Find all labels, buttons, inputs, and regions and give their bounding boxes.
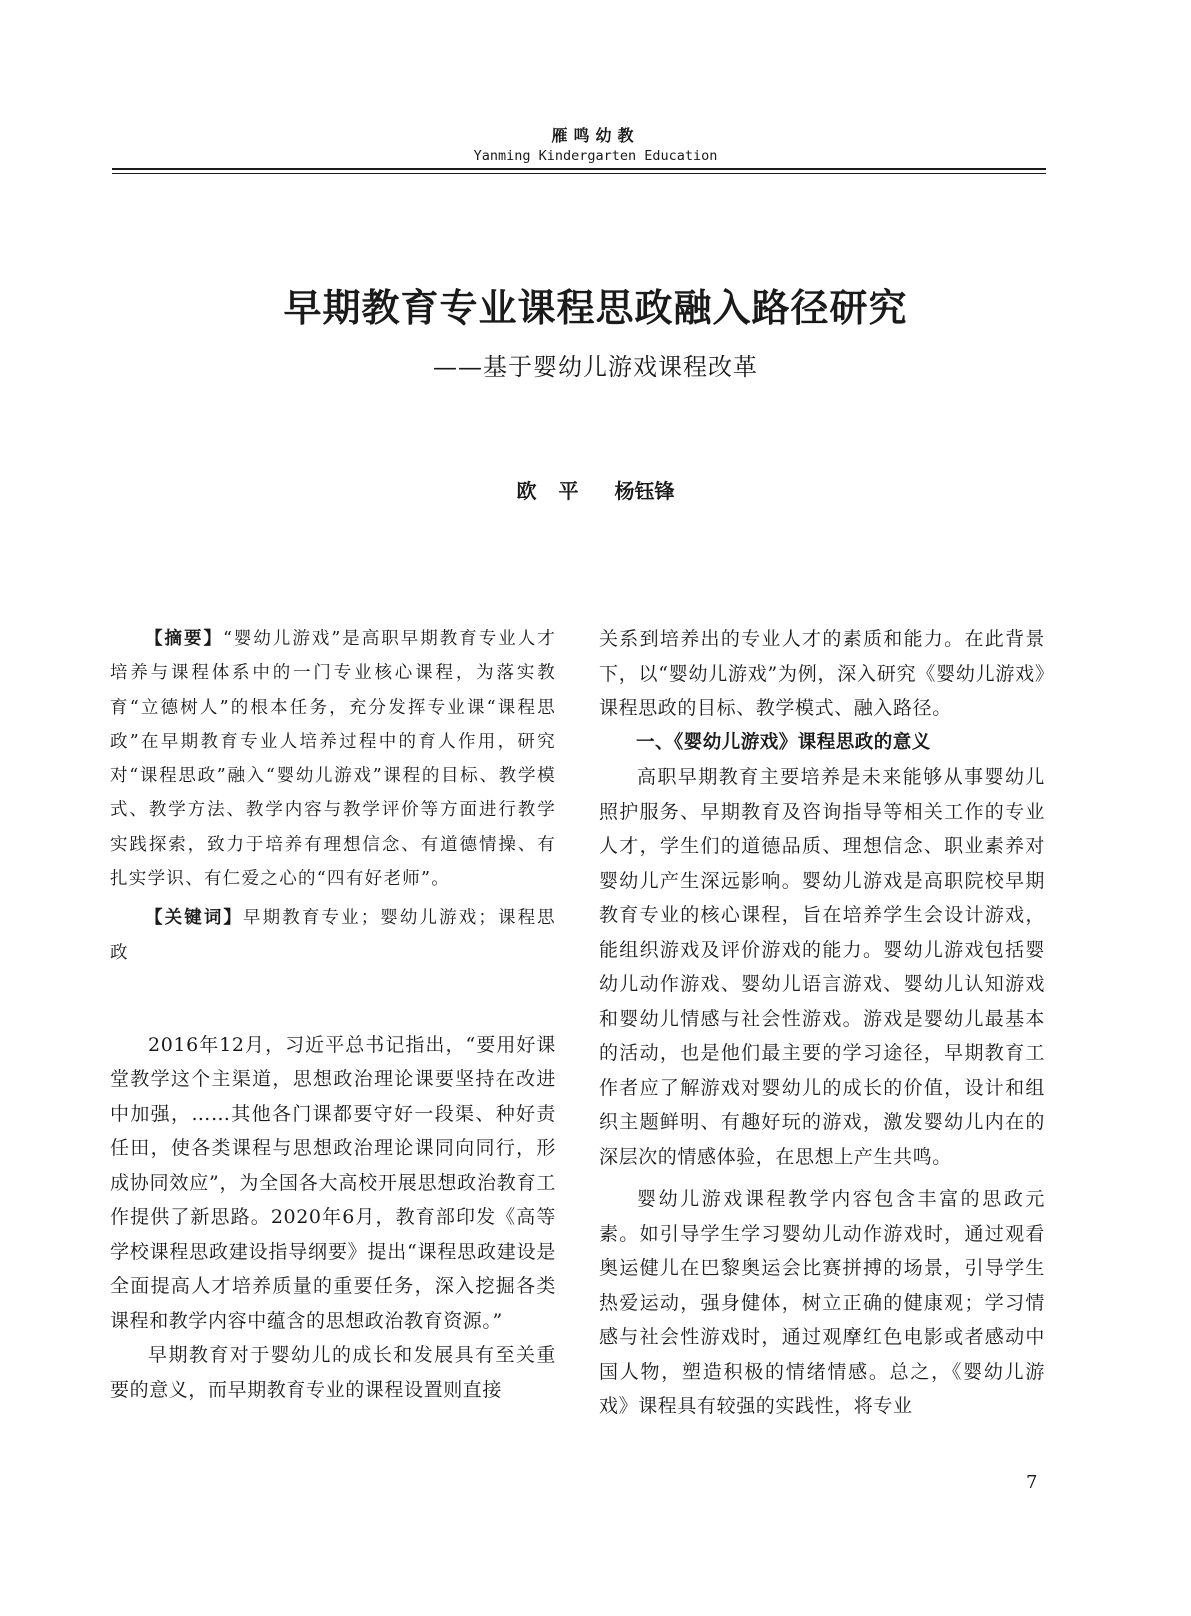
keywords-text: 早期教育专业；婴幼儿游戏；课程思政: [110, 908, 556, 963]
keywords: [110, 901, 556, 970]
body-paragraph-3: 高职早期教育主要培养是未来能够从事婴幼儿照护服务、早期教育及咨询指导等相关工作的专业人才，学生们的道德品质、理想信念、职业素养对婴幼儿产生深远影响。婴幼儿游戏是高职院校早期教育专业的核心课程，旨在培养学生会设计游戏，能组织游戏及评价游戏的能力。婴幼儿游戏包括婴幼儿动作游戏、婴幼儿语言游戏、婴幼儿认知游戏和婴幼儿情感与社会性游戏。游戏是婴幼儿最基本的活动，也是他们最主要的学习途径，早期教育工作者应了解游戏对婴幼儿的成长的价值，设计和组织主题鲜明、有趣好玩的游戏，激发婴幼儿内在的深层次的情感体验，在思想上产生共鸣。: [599, 766, 1045, 1168]
paragraph-gap: [599, 1174, 1045, 1182]
abstract-text: “婴幼儿游戏”是高职早期教育专业人才培养与课程体系中的一门专业核心课程，为落实教育“立德树人”的根本任务，充分发挥专业课“课程思政”在早期教育专业人培养过程中的育人作用，研究对“课程思政”融入“婴幼儿游戏”课程的目标、教学模式、教学方法、教学内容与教学评价等方面进行教学实践探索，致力于培养有理想信念、有道德情操、有扎实学识、有仁爱之心的“四有好老师”。: [110, 629, 556, 890]
right-column: [599, 622, 1045, 1424]
body-paragraph-2: 早期教育对于婴幼儿的成长和发展具有至关重要的意义，而早期教育专业的课程设置则直接: [110, 1344, 556, 1401]
left-column: [110, 622, 556, 1407]
abstract-label: 【摘要】: [145, 629, 223, 649]
header-rule-thick: [112, 168, 1046, 170]
author-1: 欧平: [516, 479, 601, 503]
page-number: 7: [1026, 1472, 1038, 1493]
section-gap: [110, 970, 556, 1028]
header-rule-thin: [112, 173, 1046, 174]
body-paragraph-1: 2016年12月，习近平总书记指出，“要用好课堂教学这个主渠道，思想政治理论课要坚持在改进中加强，……其他各门课都要守好一段渠、种好责任田，使各类课程与思想政治理论课同向同行，形成协同效应”，为全国各大高校开展思想政治教育工作提供了新思路。2020年6月，教育部印发《高等学校课程思政建设指导纲要》提出“课程思政建设是全面提高人才培养质量的重要任务，深入挖掘各类课程和教学内容中蕴含的思想政治教育资源。”: [110, 1033, 556, 1332]
author-2: 杨钰锋: [614, 479, 675, 503]
authors: [0, 476, 1191, 506]
body-paragraph-4: 婴幼儿游戏课程教学内容包含丰富的思政元素。如引导学生学习婴幼儿动作游戏时，通过观看奥运健儿在巴黎奥运会比赛拼搏的场景，引导学生热爱运动，强身健体，树立正确的健康观；学习情感与社会性游戏时，通过观摩红色电影或者感动中国人物，塑造积极的情绪情感。总之，《婴幼儿游戏》课程具有较强的实践性，将专业: [599, 1188, 1045, 1417]
section-heading-1: 一、《婴幼儿游戏》课程思政的意义: [636, 731, 931, 753]
keywords-label: 【关键词】: [145, 908, 244, 929]
abstract: [110, 622, 556, 896]
article-subtitle: ——基于婴幼儿游戏课程改革: [433, 353, 758, 381]
body-paragraph-2-continued: 关系到培养出的专业人才的素质和能力。在此背景下，以“婴幼儿游戏”为例，深入研究《婴幼儿游戏》课程思政的目标、教学模式、融入路径。: [599, 628, 1045, 719]
journal-title-cn: 雁鸣幼教: [551, 126, 640, 145]
article-title: 早期教育专业课程思政融入路径研究: [283, 285, 908, 330]
journal-title-en: Yanming Kindergarten Education: [473, 148, 718, 164]
